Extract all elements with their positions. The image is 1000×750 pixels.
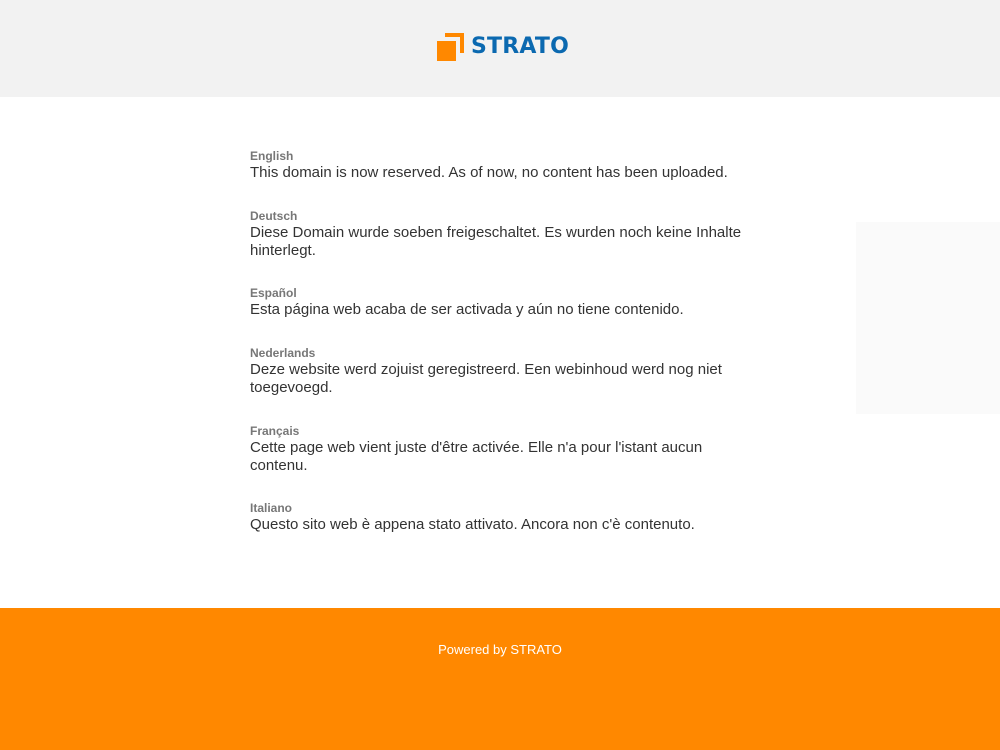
message-text: This domain is now reserved. As of now, no content has been uploaded. [250, 164, 728, 181]
strato-logo-link[interactable] [437, 32, 569, 62]
message-text: Deze website werd zojuist geregistreerd. Een webinhoud werd nog niet toegevoegd. [250, 361, 722, 396]
message-text: Cette page web vient juste d'être activée. Elle n'a pour l'istant aucun contenu. [250, 439, 703, 474]
language-label: Italiano [250, 501, 293, 515]
language-label: Deutsch [250, 209, 298, 223]
message-english [250, 148, 728, 182]
language-label: Français [250, 424, 300, 438]
page-header [0, 0, 1000, 97]
message-text: Esta página web acaba de ser activada y aún no tiene contenido. [250, 301, 684, 318]
message-nederlands [250, 345, 750, 397]
strato-logo-text: STRATO [471, 34, 570, 59]
message-text: Diese Domain wurde soeben freigeschaltet. Es wurden noch keine Inhalte hinterlegt. [250, 224, 742, 259]
powered-by-text: Powered by STRATO [438, 642, 562, 657]
message-espanol [250, 285, 684, 319]
message-deutsch [250, 208, 750, 260]
message-francais [250, 423, 750, 475]
page-footer [0, 608, 1000, 750]
message-text: Questo sito web è appena stato attivato. Ancora non c'è contenuto. [250, 516, 695, 533]
language-label: Español [250, 286, 297, 300]
language-label: English [250, 149, 294, 163]
background-panel [856, 222, 1000, 414]
strato-logo-icon [437, 33, 464, 61]
language-label: Nederlands [250, 346, 316, 360]
message-italiano [250, 500, 695, 534]
